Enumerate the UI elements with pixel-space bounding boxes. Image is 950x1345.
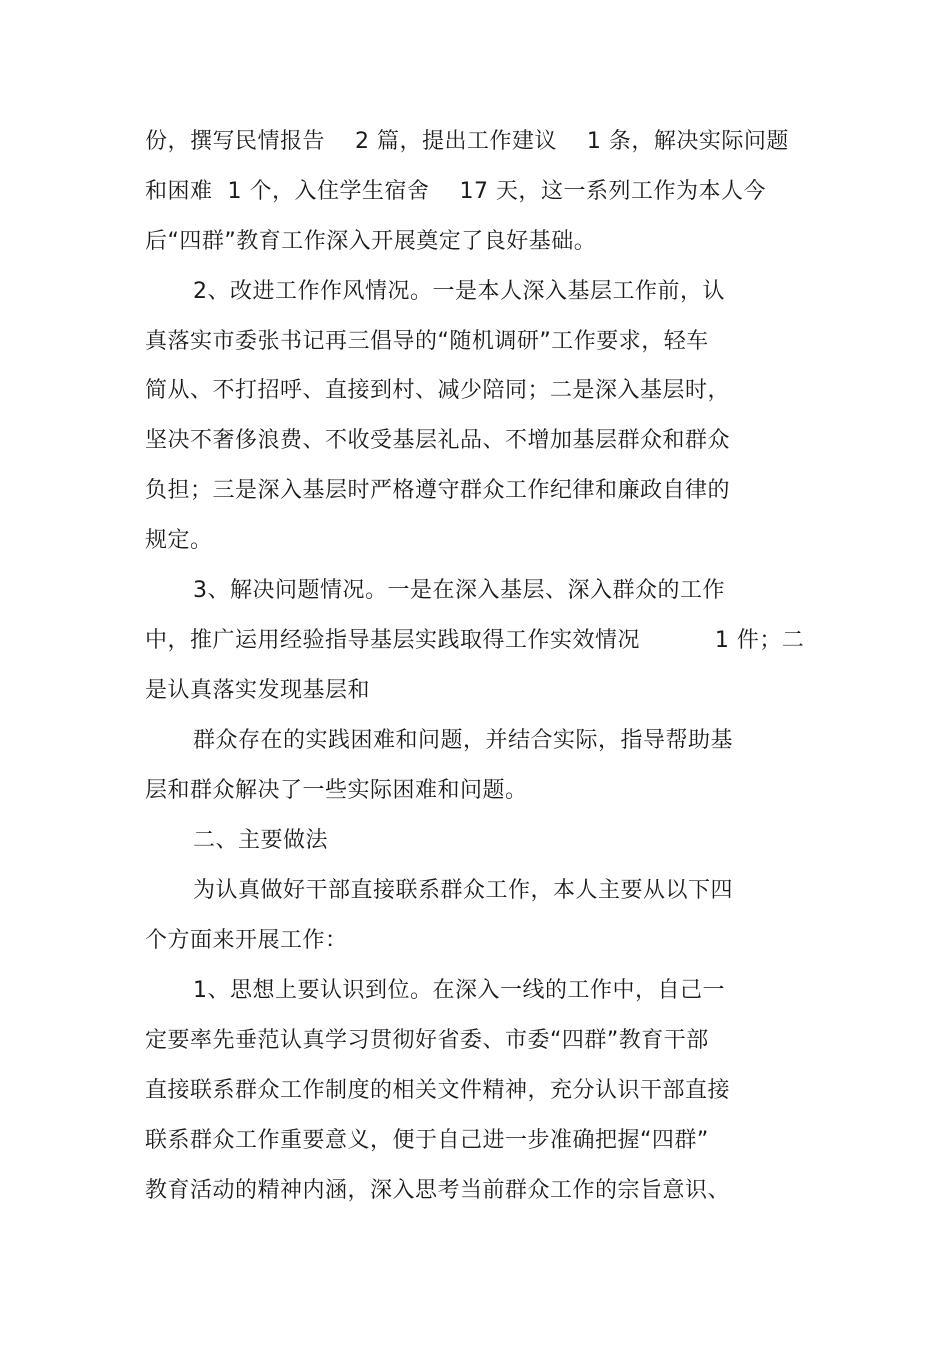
text-line: 联系群众工作重要意义，便于自己进一步准确把握“四群”: [145, 1128, 709, 1153]
text-line: 后“四群”教育工作深入开展奠定了良好基础。: [145, 229, 597, 254]
paragraph-start-line: 3、解决问题情况。一是在深入基层、深入群众的工作: [193, 578, 725, 603]
text-line: 负担；三是深入基层时严格遵守群众工作纪律和廉政自律的: [145, 478, 731, 503]
text-line: 定要率先垂范认真学习贯彻好省委、市委“四群”教育干部: [145, 1028, 709, 1053]
text-line: 简从、不打招呼、直接到村、减少陪同；二是深入基层时，: [145, 378, 731, 403]
text-line: 坚决不奢侈浪费、不收受基层礼品、不增加基层群众和群众: [145, 428, 731, 453]
text-line: 个方面来开展工作：: [145, 928, 348, 953]
paragraph-start-line: 为认真做好干部直接联系群众工作，本人主要从以下四: [193, 878, 734, 903]
text-line: 中，推广运用经验指导基层实践取得工作实效情况 1 件；二: [145, 628, 805, 653]
text-line: 是认真落实发现基层和: [145, 678, 371, 703]
text-line: 直接联系群众工作制度的相关文件精神，充分认识干部直接: [145, 1078, 731, 1103]
text-line: 规定。: [145, 528, 213, 553]
paragraph-start-line: 1、思想上要认识到位。在深入一线的工作中，自己一: [193, 978, 725, 1003]
text-line: 和困难 1 个，入住学生宿舍 17 天，这一系列工作为本人今: [145, 179, 766, 204]
text-line: 层和群众解决了一些实际困难和问题。: [145, 778, 528, 803]
text-line: 份，撰写民情报告 2 篇，提出工作建议 1 条，解决实际问题: [145, 129, 789, 154]
text-line: 教育活动的精神内涵，深入思考当前群众工作的宗旨意识、: [145, 1178, 731, 1203]
paragraph-start-line: 2、改进工作作风情况。一是本人深入基层工作前，认: [193, 279, 725, 304]
text-line: 真落实市委张书记再三倡导的“随机调研”工作要求，轻车: [145, 329, 709, 354]
paragraph-start-line: 群众存在的实践困难和问题，并结合实际，指导帮助基: [193, 728, 734, 753]
section-heading: 二、主要做法: [193, 828, 329, 853]
